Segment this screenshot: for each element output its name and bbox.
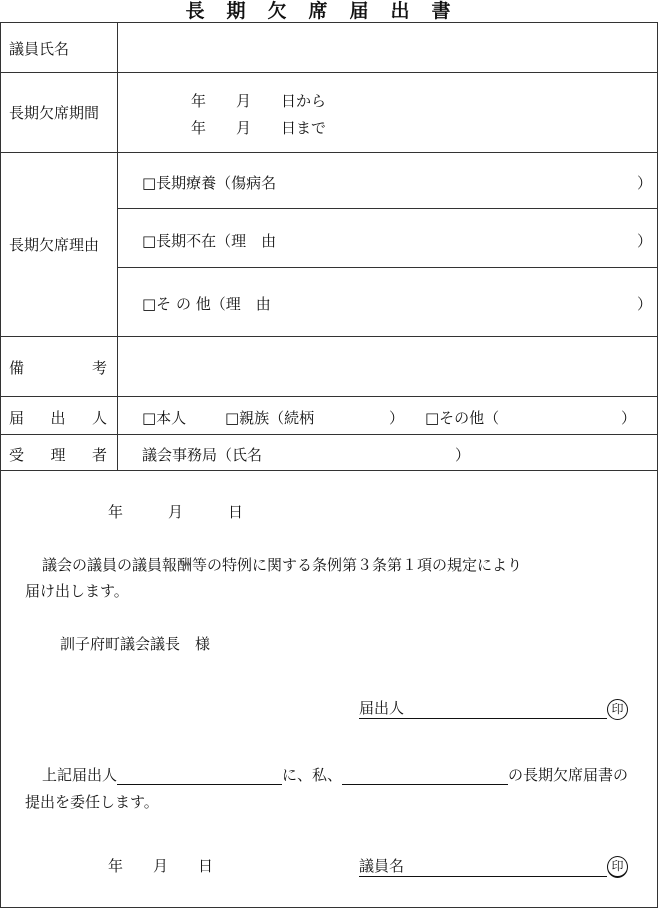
member-sign-line bbox=[359, 855, 607, 877]
notifier-self-checkbox[interactable]: □本人 bbox=[142, 409, 187, 427]
delegator-name-blank[interactable] bbox=[342, 770, 508, 785]
remarks-label bbox=[9, 357, 107, 378]
receiver-value[interactable]: 議会事務局（氏名 bbox=[142, 446, 263, 464]
bottom-date[interactable]: 年 月 日 bbox=[108, 857, 214, 875]
reason-illness-close: ） bbox=[637, 174, 653, 192]
member-name-label-text: 議員氏名 bbox=[9, 40, 70, 58]
notifier-label-char: 届 bbox=[9, 409, 25, 427]
notifier-label-char: 出 bbox=[50, 409, 66, 427]
reason-away-checkbox[interactable]: □長期不在（理 由 bbox=[142, 232, 277, 250]
notifier-relative-checkbox[interactable]: □親族（続柄 bbox=[225, 409, 315, 427]
period-to[interactable]: 年 月 日まで bbox=[191, 119, 327, 137]
statement-line2: 届け出します。 bbox=[25, 582, 129, 600]
delegate-name-blank[interactable] bbox=[117, 770, 282, 785]
member-name-field[interactable] bbox=[120, 26, 650, 68]
addressee: 訓子府町議会議長 様 bbox=[60, 635, 211, 653]
receiver-label bbox=[9, 444, 107, 465]
reason-other-close: ） bbox=[637, 295, 653, 313]
date-line[interactable]: 年 月 日 bbox=[108, 503, 244, 521]
notifier-other-close: ） bbox=[621, 409, 637, 427]
divider bbox=[117, 208, 657, 209]
reason-away-close: ） bbox=[637, 232, 653, 250]
divider bbox=[1, 72, 657, 73]
notifier-sign-line bbox=[359, 697, 607, 719]
column-divider bbox=[117, 23, 118, 470]
member-name-label bbox=[9, 38, 107, 59]
remarks-label-char: 備 bbox=[9, 359, 25, 377]
reason-other-checkbox[interactable]: □そ の 他（理 由 bbox=[142, 295, 271, 313]
delegation-suffix: の長期欠席届書の bbox=[508, 766, 629, 784]
absence-period-label: 長期欠席期間 bbox=[9, 104, 100, 122]
receiver-label-char: 受 bbox=[9, 446, 25, 464]
divider bbox=[1, 152, 657, 153]
notifier-signature[interactable] bbox=[359, 697, 628, 720]
receiver-close: ） bbox=[455, 446, 471, 464]
statement-line1: 議会の議員の議員報酬等の特例に関する条例第３条第１項の規定により bbox=[42, 556, 523, 574]
divider bbox=[117, 267, 657, 268]
delegation-prefix: 上記届出人 bbox=[42, 766, 118, 784]
notifier-label bbox=[9, 407, 107, 428]
notifier-sign-label: 届出人 bbox=[359, 699, 405, 717]
absence-reason-label: 長期欠席理由 bbox=[9, 236, 100, 254]
divider bbox=[1, 336, 657, 337]
document-title: 長期欠席届出書 bbox=[185, 0, 473, 22]
notifier-relative-close: ） bbox=[389, 409, 405, 427]
divider bbox=[1, 470, 657, 471]
delegation-line1 bbox=[42, 764, 628, 785]
remarks-label-char: 考 bbox=[91, 359, 107, 377]
receiver-label-char: 理 bbox=[50, 446, 66, 464]
delegation-mid: に、私、 bbox=[282, 766, 343, 784]
seal-icon: 印 bbox=[607, 699, 628, 720]
notifier-other-checkbox[interactable]: □その他（ bbox=[425, 409, 500, 427]
member-signature[interactable] bbox=[359, 855, 628, 878]
seal-icon: 印 bbox=[607, 856, 628, 878]
member-sign-label: 議員名 bbox=[359, 857, 405, 875]
divider bbox=[1, 396, 657, 397]
receiver-label-char: 者 bbox=[91, 446, 107, 464]
reason-illness-checkbox[interactable]: □長期療養（傷病名 bbox=[142, 174, 277, 192]
period-from[interactable]: 年 月 日から bbox=[191, 92, 327, 110]
notifier-label-char: 人 bbox=[91, 409, 107, 427]
delegation-line2: 提出を委任します。 bbox=[25, 793, 159, 811]
divider bbox=[1, 434, 657, 435]
remarks-field[interactable] bbox=[120, 338, 650, 393]
